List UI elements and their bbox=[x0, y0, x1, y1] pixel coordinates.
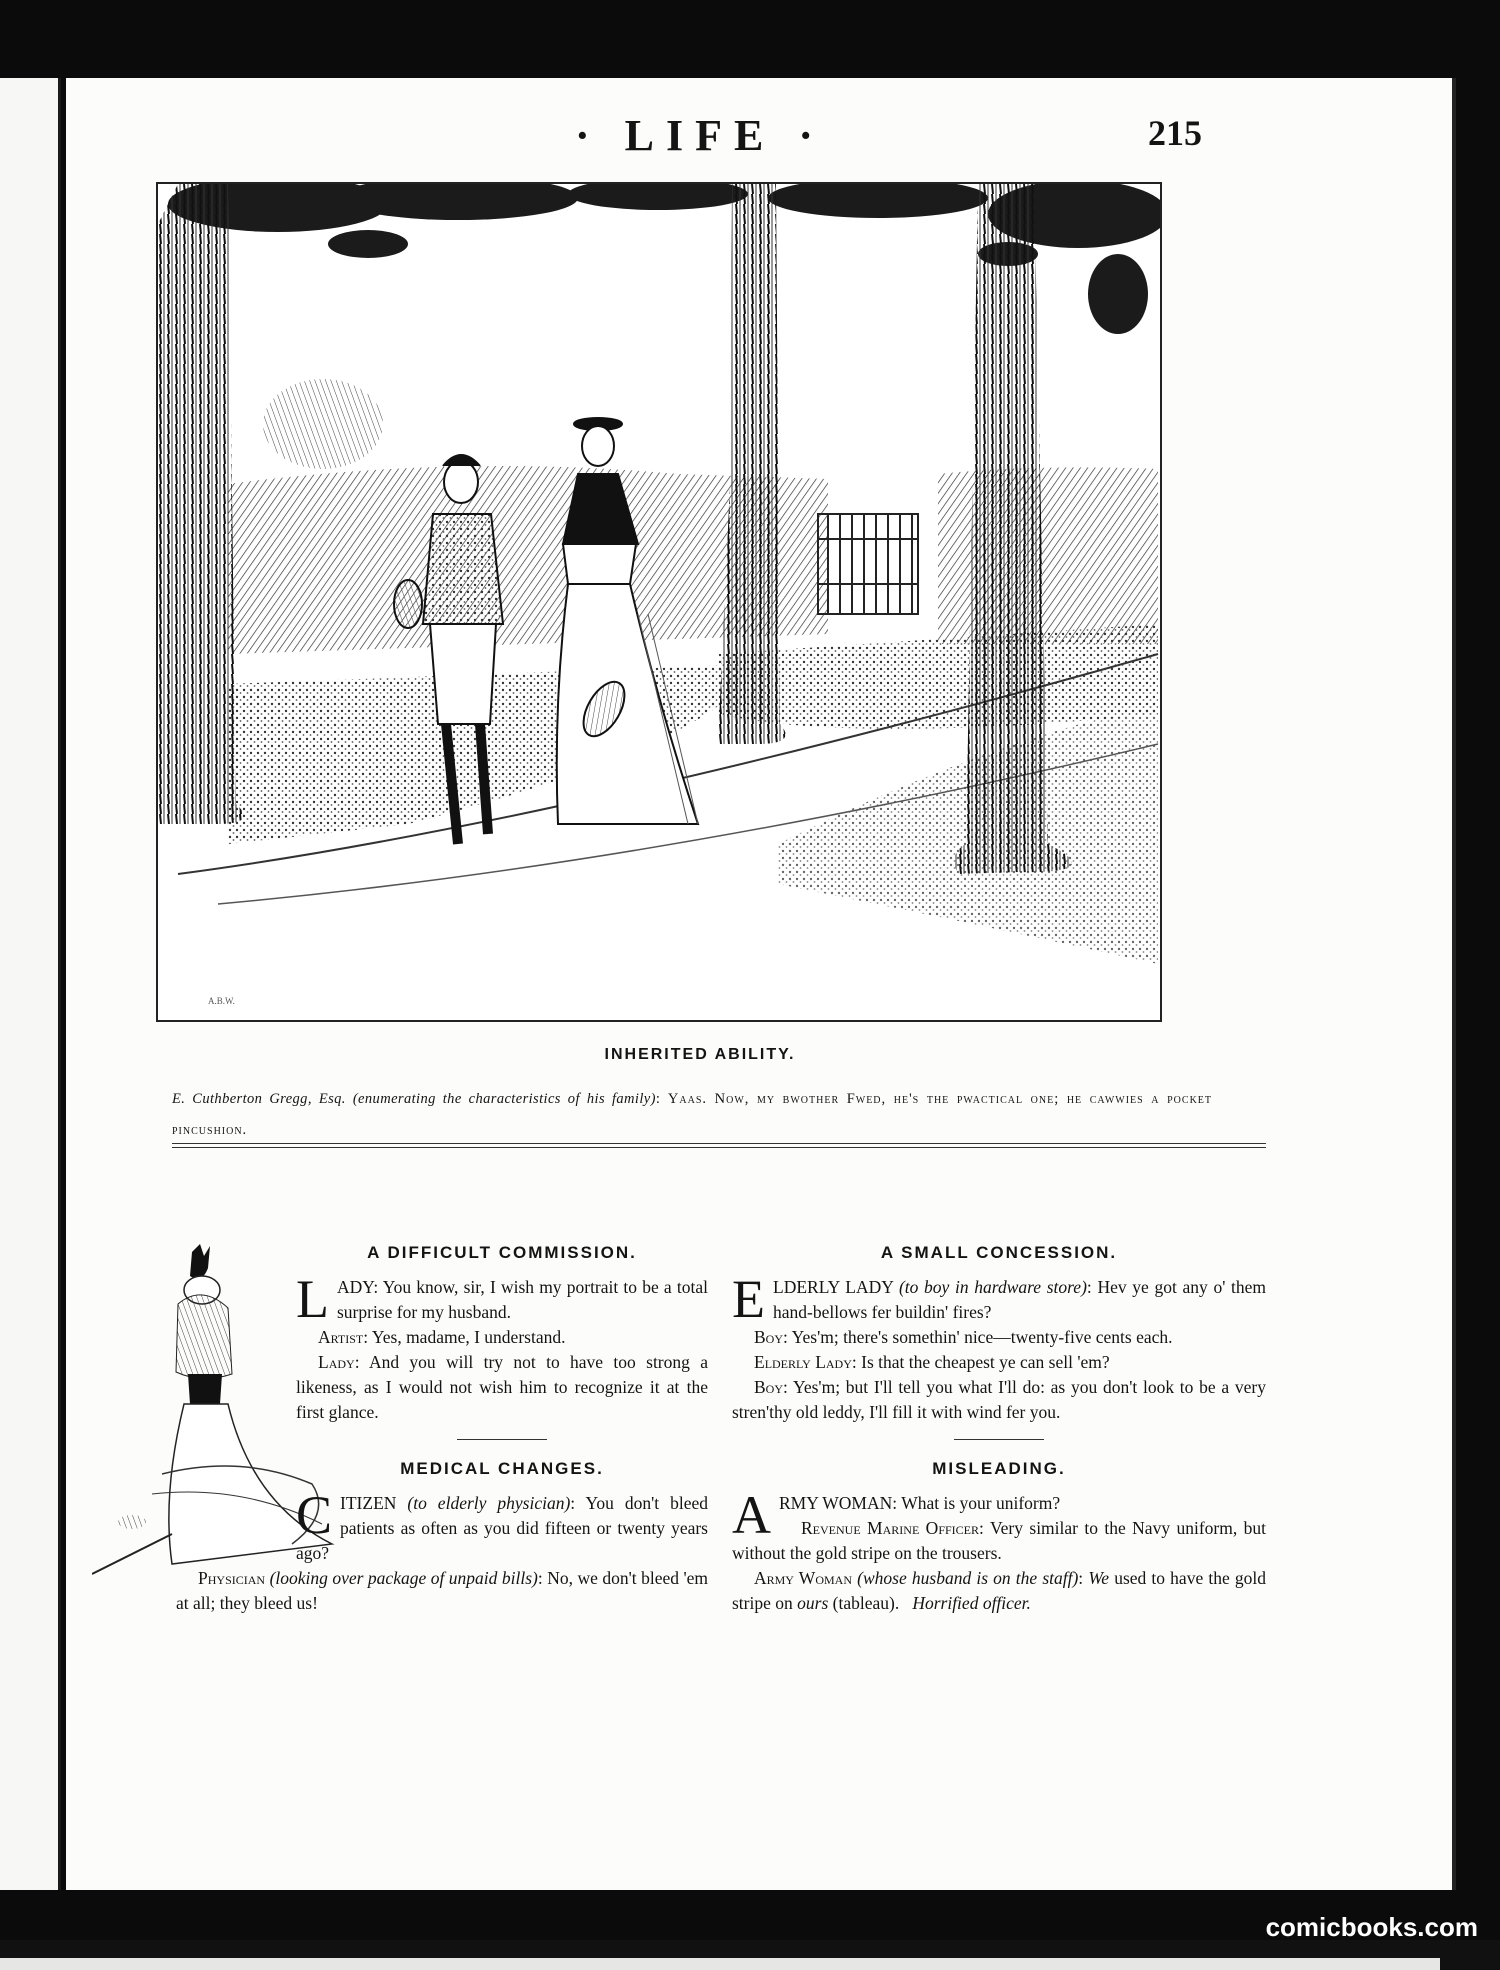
small-concession-heading: A SMALL CONCESSION. bbox=[880, 1243, 1118, 1262]
speaker-physician: Physician bbox=[198, 1568, 266, 1588]
speaker-boy: Boy bbox=[754, 1327, 784, 1347]
speaker-citizen: ITIZEN bbox=[340, 1493, 397, 1513]
stage-direction: (to elderly physician) bbox=[407, 1493, 571, 1513]
difficult-commission-p2 bbox=[296, 1325, 708, 1350]
line-text: : And you will try not to have too strong a likeness, as I would not wish him to recognize it at the first glance. bbox=[296, 1352, 708, 1422]
misleading-heading: MISLEADING. bbox=[932, 1459, 1066, 1478]
small-concession-p3 bbox=[732, 1350, 1266, 1375]
line-text: : Hev ye got any o' them hand-bellows fer buildin' fires? bbox=[773, 1277, 1267, 1322]
closing-direction: Horrified officer. bbox=[912, 1593, 1031, 1613]
misleading-p2 bbox=[732, 1516, 1266, 1566]
line-text: : bbox=[1078, 1568, 1089, 1588]
article-separator bbox=[954, 1439, 1044, 1440]
facing-page-edge bbox=[0, 78, 61, 1890]
article-separator bbox=[457, 1439, 547, 1440]
caption-speaker: E. Cuthberton Gregg, Esq. bbox=[172, 1091, 346, 1107]
small-concession-p4 bbox=[732, 1375, 1266, 1425]
stage-direction: (whose husband is on the staff) bbox=[857, 1568, 1079, 1588]
speaker-boy: Boy bbox=[754, 1377, 784, 1397]
caption-speech: : Yaas. Now, my bwother Fwed, he's the pwactical one; he cawwies a pocket pincushion. bbox=[172, 1091, 1213, 1138]
emphasis-we: We bbox=[1088, 1568, 1110, 1588]
stage-direction: (looking over package of unpaid bills) bbox=[269, 1568, 538, 1588]
caption-stage-direction: (enumerating the characteristics of his family) bbox=[352, 1091, 656, 1107]
line-text: : No, we don't bleed 'em at all; they bleed us! bbox=[176, 1568, 708, 1613]
small-concession-p2 bbox=[732, 1325, 1266, 1350]
difficult-commission-p1 bbox=[296, 1269, 708, 1329]
speaker-officer: Revenue Marine Officer bbox=[801, 1518, 979, 1538]
speaker-army-woman: Army Woman bbox=[754, 1568, 852, 1588]
line-text: : Is that the cheapest ye can sell 'em? bbox=[851, 1352, 1110, 1372]
medical-changes-p1 bbox=[296, 1485, 708, 1566]
page-number: 215 bbox=[1148, 113, 1202, 153]
tableau-note: (tableau). bbox=[832, 1593, 900, 1613]
drop-cap-c: C bbox=[296, 1485, 333, 1545]
svg-text:A.B.W.: A.B.W. bbox=[208, 996, 235, 1006]
cartoon-caption bbox=[172, 1084, 1212, 1146]
stage-direction: (to boy in hardware store) bbox=[898, 1277, 1087, 1297]
line-text: : Yes'm; there's somethin' nice—twenty-five cents each. bbox=[783, 1327, 1173, 1347]
difficult-commission-p3 bbox=[296, 1350, 708, 1425]
speaker-army-woman: RMY WOMAN bbox=[779, 1493, 893, 1513]
speaker-artist: Artist bbox=[318, 1327, 364, 1347]
speaker-lady: ADY bbox=[337, 1277, 374, 1297]
medical-changes-p2 bbox=[176, 1566, 708, 1616]
section-divider-bottom bbox=[172, 1147, 1266, 1148]
line-text: : What is your uniform? bbox=[892, 1493, 1061, 1513]
difficult-commission-heading: A DIFFICULT COMMISSION. bbox=[367, 1243, 637, 1262]
speaker-lady: Lady bbox=[318, 1352, 355, 1372]
emphasis-ours: ours bbox=[797, 1593, 829, 1613]
right-column bbox=[732, 1240, 1266, 1616]
line-text: used to have the gold stripe on bbox=[732, 1568, 1266, 1613]
small-concession-p1 bbox=[732, 1269, 1267, 1329]
next-page-edge bbox=[0, 1940, 1500, 1970]
drop-cap-a: A bbox=[732, 1485, 771, 1545]
source-watermark: comicbooks.com bbox=[1265, 1912, 1478, 1942]
speaker-elderly-lady: Elderly Lady bbox=[754, 1352, 852, 1372]
line-text: : You know, sir, I wish my portrait to be a total surprise for my husband. bbox=[337, 1277, 708, 1322]
speaker-elderly-lady: LDERLY LADY bbox=[773, 1277, 894, 1297]
line-text: : Very similar to the Navy uniform, but without the gold stripe on the trousers. bbox=[732, 1518, 1266, 1563]
cartoon-illustration bbox=[156, 182, 1162, 1022]
drop-cap-e: E bbox=[732, 1269, 765, 1329]
left-column bbox=[176, 1240, 708, 1616]
masthead: · LIFE · bbox=[574, 111, 826, 160]
section-divider-top bbox=[172, 1143, 1266, 1144]
park-scene-drawing bbox=[158, 184, 1160, 1020]
drop-cap-l: L bbox=[296, 1269, 329, 1329]
cartoon-title: INHERITED ABILITY. bbox=[604, 1046, 796, 1063]
misleading-p3 bbox=[732, 1566, 1266, 1616]
line-text: : You don't bleed patients as often as you did fifteen or twenty years ago? bbox=[296, 1493, 708, 1563]
line-text: : Yes, madame, I understand. bbox=[363, 1327, 566, 1347]
line-text: : Yes'm; but I'll tell you what I'll do: as you don't look to be a very stren'thy old leddy, I'll fill it with wind fer you. bbox=[732, 1377, 1266, 1422]
medical-changes-heading: MEDICAL CHANGES. bbox=[400, 1459, 604, 1478]
